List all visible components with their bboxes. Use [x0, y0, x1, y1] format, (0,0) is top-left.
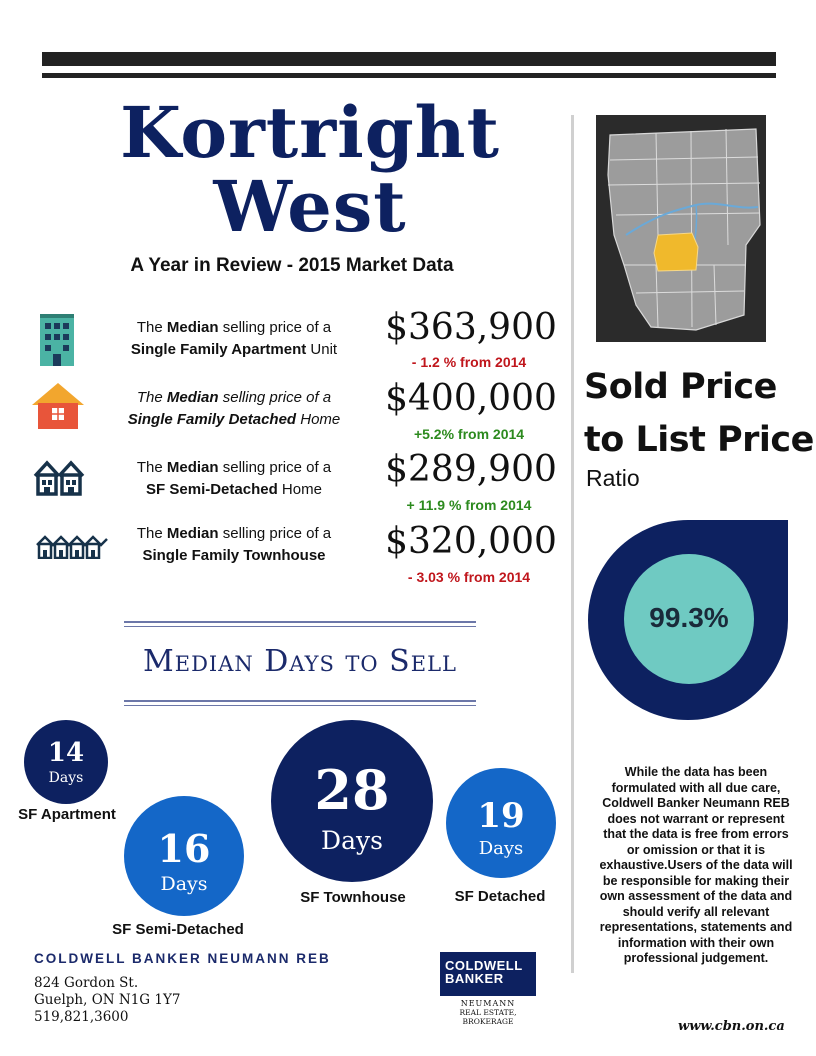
column-divider: [571, 115, 574, 973]
row-apartment-price: $363,900: [385, 307, 557, 348]
days-value-townhouse: 28: [314, 758, 390, 822]
row-townhouse-change: - 3.03 % from 2014: [407, 569, 531, 585]
row-detached-description: The Median selling price of a Single Family Detached Home: [127, 389, 341, 428]
days-circle-apartment: [24, 720, 108, 804]
row-apartment-description: The Median selling price of a Single Family Apartment Unit: [130, 319, 338, 358]
days-unit-townhouse: Days: [321, 826, 383, 855]
row-semi-detached-change: + 11.9 % from 2014: [406, 497, 532, 513]
website-link[interactable]: www.cbn.on.ca: [678, 1019, 785, 1034]
address-line1: 824 Gordon St.: [34, 975, 139, 991]
page-subtitle: A Year in Review - 2015 Market Data: [130, 255, 454, 276]
row-semi-detached-description: The Median selling price of a SF Semi-Detached Home: [136, 459, 332, 498]
days-value-apartment: 14: [47, 738, 85, 768]
neighbourhood-map: [596, 115, 766, 342]
top-rule-thick: [42, 52, 776, 66]
days-label-apartment: SF Apartment: [18, 806, 116, 823]
row-townhouse-price: $320,000: [385, 521, 557, 562]
apartment-building-icon: [40, 314, 74, 366]
median-days-rule-bottom-thin: [124, 705, 476, 706]
address-line2: Guelph, ON N1G 1Y7: [34, 992, 181, 1008]
days-label-townhouse: SF Townhouse: [300, 889, 406, 906]
logo-sub-neumann: NEUMANN: [460, 999, 516, 1008]
ratio-value: 99.3%: [649, 602, 729, 633]
median-days-rule-top: [124, 621, 476, 623]
top-rule-thin: [42, 73, 776, 78]
page-title-line1: Kortright: [120, 91, 500, 174]
row-townhouse-description: The Median selling price of a Single Family Townhouse: [136, 525, 332, 564]
logo-sub-brokerage: REAL ESTATE, BROKERAGE: [459, 1008, 517, 1026]
phone-number: 519,821,3600: [34, 1009, 129, 1025]
coldwell-banker-logo: [440, 952, 536, 996]
sold-ratio-label: Ratio: [586, 465, 640, 491]
median-days-title: Median Days to Sell: [143, 644, 457, 679]
days-label-detached: SF Detached: [454, 888, 546, 905]
map-graphic: [596, 115, 766, 342]
days-unit-detached: Days: [478, 838, 524, 859]
detached-house-icon: [32, 383, 84, 429]
days-circle-semi-detached: [124, 796, 244, 916]
row-apartment-change: - 1.2 % from 2014: [411, 354, 527, 370]
row-detached-price: $400,000: [385, 378, 557, 419]
days-label-semi-detached: SF Semi-Detached: [112, 921, 244, 938]
median-days-rule-top-thin: [124, 626, 476, 627]
days-unit-apartment: Days: [48, 770, 84, 786]
days-circle-townhouse: [271, 720, 433, 882]
median-days-rule-bottom: [124, 700, 476, 702]
company-name: COLDWELL BANKER NEUMANN REB: [34, 951, 331, 966]
days-value-semi-detached: 16: [157, 826, 211, 871]
days-unit-semi-detached: Days: [160, 873, 208, 895]
sold-ratio-title-line2: to List Price: [584, 420, 814, 460]
disclaimer-text: While the data has been formulated with all due care, Coldwell Banker Neumann REB does not warrant or represent that the data is free from errors or omission or that it is exhaustive.Users of the data will be responsible for making their own assessment of the data and should verify all relevant representations, statements and information with their own professional judgement.: [599, 765, 793, 965]
row-detached-change: +5.2% from 2014: [413, 426, 525, 442]
logo-wordmark: COLDWELL BANKER: [445, 958, 523, 986]
days-value-detached: 19: [477, 796, 525, 836]
page-title-line2: West: [213, 165, 407, 248]
row-semi-detached-price: $289,900: [385, 449, 557, 490]
sold-ratio-title-line1: Sold Price: [584, 367, 777, 407]
semi-detached-houses-icon: [33, 460, 85, 496]
ratio-value-circle: [624, 554, 754, 684]
townhouse-row-icon: [36, 535, 108, 559]
days-circle-detached: [446, 768, 556, 878]
